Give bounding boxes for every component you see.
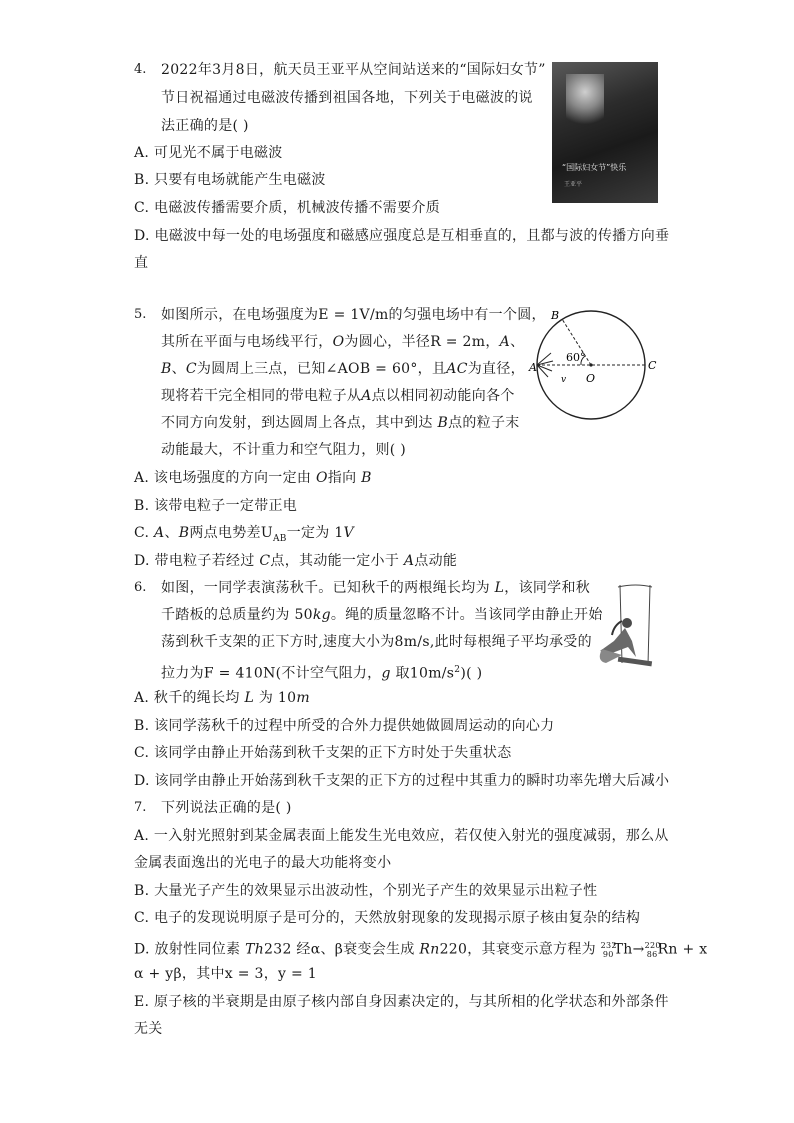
- q4-option-a: A. 可见光不属于电磁波: [134, 145, 283, 161]
- q6-stem-line-2: 千踏板的总质量约为 50kg。绳的质量忽略不计。当该同学由静止开始: [161, 607, 603, 623]
- q5-stem-line-2: 其所在平面与电场线平行，O为圆心，半径R = 2m，A、: [161, 334, 525, 350]
- q6-option-a: A. 秋千的绳长均 L 为 10m: [134, 690, 310, 706]
- q6-number: 6.: [134, 580, 147, 595]
- label-v: v: [561, 375, 567, 385]
- label-b: B: [551, 309, 560, 322]
- q6-stem-line-3: 荡到秋千支架的正下方时,速度大小为8m/s,此时每根绳子平均承受的: [161, 634, 592, 650]
- q5-option-a: A. 该电场强度的方向一定由 O指向 B: [134, 470, 372, 486]
- q4-photo-caption: “国际妇女节”快乐: [562, 163, 627, 172]
- swing-rope-right: [648, 585, 650, 665]
- q7-option-d: D. 放射性同位素 Th232 经α、β衰变会生成 Rn220，其衰变示意方程为 $^{232}_{90}$Th→$^{220}_{86}$Rn + x: [134, 941, 708, 960]
- q6-option-b: B. 该同学荡秋千的过程中所受的合外力提供她做圆周运动的向心力: [134, 718, 555, 734]
- q4-photo-subcaption: 王亚平: [564, 181, 583, 188]
- q6-stem-line-4: 拉力为F = 410N(不计空气阻力，g 取$10m/s^2$)( ): [161, 665, 483, 682]
- q7-option-b: B. 大量光子产生的效果显示出波动性，个别光子产生的效果显示出粒子性: [134, 883, 598, 899]
- q4-option-c: C. 电磁波传播需要介质，机械波传播不需要介质: [134, 200, 441, 216]
- q5-number: 5.: [134, 307, 147, 322]
- q5-option-d: D. 带电粒子若经过 C点，其动能一定小于 A点动能: [134, 553, 458, 569]
- q4-stem-line-2: 节日祝福通过电磁波传播到祖国各地，下列关于电磁波的说: [161, 90, 533, 106]
- q4-option-b: B. 只要有电场就能产生电磁波: [134, 172, 326, 188]
- girl-head: [622, 618, 632, 628]
- q5-circle-diagram: [529, 303, 663, 423]
- q4-stem-line-3: 法正确的是( ): [161, 118, 249, 134]
- q4-photo: [552, 62, 658, 203]
- label-a: A: [529, 361, 537, 374]
- q7-option-e: E. 原子核的半衰期是由原子核内部自身因素决定的，与其所相的化学状态和外部条件: [134, 994, 669, 1010]
- q6-option-d: D. 该同学由静止开始荡到秋千支架的正下方的过程中其重力的瞬时功率先增大后减小: [134, 773, 670, 789]
- q6-option-c: C. 该同学由静止开始荡到秋千支架的正下方时处于失重状态: [134, 745, 512, 761]
- q4-stem-line-1: 2022年3月8日，航天员王亚平从空间站送来的“国际妇女节”: [161, 62, 546, 78]
- label-angle: 60°: [566, 351, 586, 364]
- q6-swing-illustration: [592, 583, 664, 673]
- q5-stem-line-4: 现将若干完全相同的带电粒子从A点以相同初动能向各个: [161, 388, 515, 404]
- swing-rope-arc: [618, 585, 652, 587]
- label-o: O: [586, 372, 596, 385]
- q7-number: 7.: [134, 800, 147, 815]
- q5-stem-line-5: 不同方向发射，到达圆周上各点，其中到达 B点的粒子末: [161, 415, 520, 431]
- q4-option-d: D. 电磁波中每一处的电场强度和磁感应强度总是互相垂直的，且都与波的传播方向垂: [134, 228, 670, 244]
- q4-number: 4.: [134, 62, 147, 77]
- q7-option-a-cont: 金属表面逸出的光电子的最大功能将变小: [134, 855, 392, 871]
- swing-seat: [618, 657, 652, 667]
- center-dot: [589, 363, 592, 366]
- q5-stem-line-3: B、C为圆周上三点，已知∠AOB = 60°，且AC为直径，: [161, 361, 525, 377]
- q7-option-d-cont: α + yβ，其中x = 3，y = 1: [134, 966, 317, 982]
- q7-stem: 下列说法正确的是( ): [161, 800, 292, 816]
- astronaut-figure: [566, 74, 604, 134]
- q5-stem-line-1: 如图所示，在电场强度为E = 1V/m的匀强电场中有一个圆，: [161, 307, 546, 323]
- q7-option-c: C. 电子的发现说明原子是可分的，天然放射现象的发现揭示原子核由复杂的结构: [134, 910, 641, 926]
- q5-option-c: C. A、B两点电势差$U_{AB}$一定为 1V: [134, 525, 354, 544]
- label-c: C: [648, 359, 657, 372]
- q4-option-d-cont: 直: [134, 255, 149, 271]
- q5-stem-line-6: 动能最大，不计重力和空气阻力，则( ): [161, 442, 407, 458]
- q7-option-a: A. 一入射光照射到某金属表面上能发生光电效应，若仅使入射光的强度减弱，那么从: [134, 828, 669, 844]
- q7-option-e-cont: 无关: [134, 1021, 163, 1037]
- swing-rope-left: [620, 585, 622, 663]
- q6-stem-line-1: 如图，一同学表演荡秋千。已知秋千的两根绳长均为 L，该同学和秋: [161, 580, 591, 596]
- q5-option-b: B. 该带电粒子一定带正电: [134, 498, 298, 514]
